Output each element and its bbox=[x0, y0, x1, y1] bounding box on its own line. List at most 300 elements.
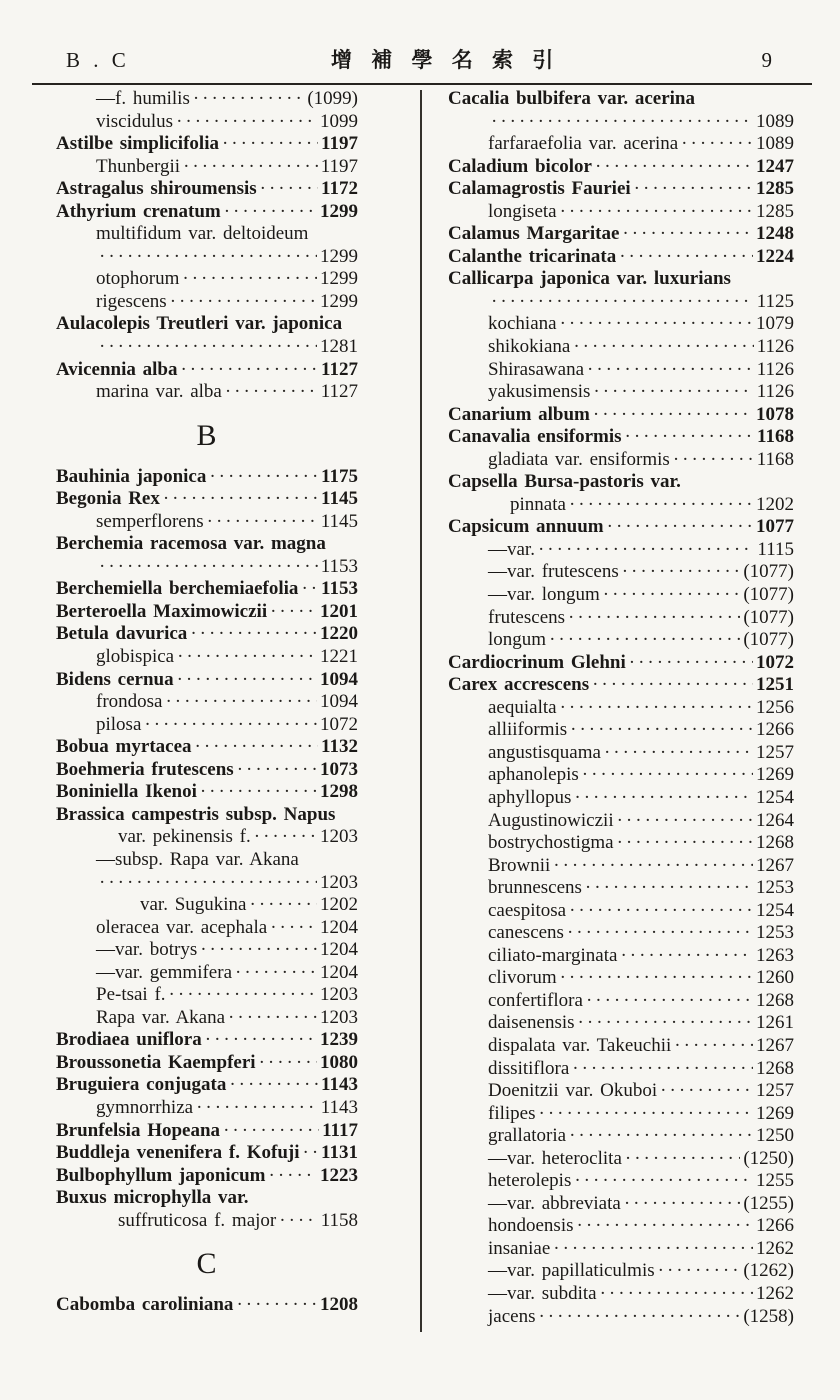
entry-name: —var. longum bbox=[488, 584, 600, 606]
dot-leader bbox=[220, 1120, 319, 1143]
index-entry-row bbox=[448, 471, 794, 494]
entry-name: Pe-tsai f. bbox=[96, 984, 166, 1006]
entry-name: pinnata bbox=[510, 493, 566, 515]
dot-leader bbox=[234, 759, 317, 782]
entry-page-number: 1078 bbox=[756, 403, 794, 425]
entry-page-number: 1285 bbox=[756, 200, 794, 222]
dot-leader bbox=[589, 674, 753, 697]
entry-name: viscidulus bbox=[96, 110, 174, 132]
entry-page-number: 1254 bbox=[756, 899, 794, 921]
entry-name: Aulacolepis Treutleri var. japonica bbox=[56, 313, 343, 335]
entry-name: Brunfelsia Hopeana bbox=[56, 1119, 221, 1141]
page-number: 9 bbox=[761, 48, 772, 72]
dot-leader bbox=[177, 359, 318, 382]
index-entry-row bbox=[56, 1120, 358, 1143]
entry-page-number: (1077) bbox=[743, 584, 794, 606]
entry-page-number: (1077) bbox=[743, 629, 794, 651]
index-entry-row bbox=[448, 223, 794, 246]
entry-name: var. Sugukina bbox=[140, 894, 247, 916]
entry-page-number: 1254 bbox=[756, 786, 794, 808]
entry-page-number: 1145 bbox=[320, 510, 358, 532]
dot-leader bbox=[566, 1125, 753, 1148]
index-entry-row bbox=[448, 629, 794, 652]
entry-name: filipes bbox=[488, 1102, 536, 1124]
index-entry-row bbox=[448, 877, 794, 900]
dot-leader bbox=[619, 223, 753, 246]
entry-page-number: 1251 bbox=[756, 674, 794, 696]
index-entry-row bbox=[56, 1074, 358, 1097]
entry-name: Berchemia racemosa var. magna bbox=[56, 533, 326, 555]
index-entry-row bbox=[56, 313, 358, 336]
dot-leader bbox=[604, 516, 753, 539]
entry-page-number: 1261 bbox=[756, 1012, 794, 1034]
index-entry-row bbox=[448, 1103, 794, 1126]
index-entry-row bbox=[448, 832, 794, 855]
entry-name: aphanolepis bbox=[488, 764, 579, 786]
entry-name: var. pekinensis f. bbox=[118, 826, 251, 848]
entry-name: globispica bbox=[96, 646, 175, 668]
dot-leader bbox=[583, 990, 753, 1013]
entry-page-number: 1247 bbox=[756, 155, 794, 177]
index-entry-row bbox=[56, 578, 358, 601]
index-entry-row bbox=[56, 111, 358, 134]
dot-leader bbox=[251, 826, 317, 849]
dot-leader bbox=[193, 1097, 318, 1120]
dot-leader bbox=[557, 967, 753, 990]
dot-leader bbox=[592, 156, 753, 179]
entry-page-number: 1143 bbox=[321, 1074, 358, 1096]
entry-name: Carex accrescens bbox=[448, 674, 590, 696]
dot-leader bbox=[569, 1058, 753, 1081]
entry-name: Astilbe simplicifolia bbox=[56, 133, 219, 155]
index-entry-row bbox=[56, 268, 358, 291]
dot-leader bbox=[614, 832, 753, 855]
dot-leader bbox=[219, 133, 318, 156]
index-entry-row bbox=[448, 1193, 794, 1216]
entry-name: suffruticosa f. major bbox=[118, 1209, 277, 1231]
dot-leader bbox=[190, 88, 305, 111]
entry-name: gladiata var. ensiformis bbox=[488, 448, 670, 470]
entry-name: Calamus Margaritae bbox=[448, 223, 620, 245]
dot-leader bbox=[197, 781, 317, 804]
dot-leader bbox=[600, 584, 741, 607]
index-entry-row bbox=[448, 787, 794, 810]
index-entry-row bbox=[448, 381, 794, 404]
entry-page-number: 1266 bbox=[756, 1215, 794, 1237]
dot-leader bbox=[670, 449, 754, 472]
entry-page-number: 1115 bbox=[757, 538, 794, 560]
dot-leader bbox=[536, 1103, 754, 1126]
dot-leader bbox=[257, 178, 318, 201]
entry-name: multifidum var. deltoideum bbox=[96, 223, 309, 245]
entry-page-number: 1267 bbox=[756, 854, 794, 876]
index-entry-row bbox=[448, 561, 794, 584]
entry-page-number: 1145 bbox=[321, 488, 358, 510]
index-column-right bbox=[422, 88, 840, 1328]
index-entry-row bbox=[56, 962, 358, 985]
entry-name: Brodiaea uniflora bbox=[56, 1029, 202, 1051]
dot-leader bbox=[567, 719, 753, 742]
index-entry-row bbox=[56, 669, 358, 692]
entry-page-number: 1268 bbox=[756, 1057, 794, 1079]
dot-leader bbox=[232, 962, 317, 985]
index-entry-row bbox=[56, 1097, 358, 1120]
index-entry-row bbox=[56, 1007, 358, 1030]
dot-leader bbox=[160, 488, 318, 511]
entry-page-number: 1298 bbox=[320, 781, 358, 803]
entry-page-number: 1126 bbox=[756, 381, 794, 403]
dot-leader bbox=[298, 578, 318, 601]
running-head-section-letters: B . C bbox=[66, 48, 130, 72]
index-entry-row bbox=[56, 178, 358, 201]
section-letter-heading: C bbox=[196, 1247, 218, 1281]
dot-leader bbox=[174, 669, 317, 692]
entry-page-number: 1126 bbox=[756, 336, 794, 358]
dot-leader bbox=[575, 1012, 753, 1035]
entry-name: Broussonetia Kaempferi bbox=[56, 1051, 256, 1073]
entry-page-number: 1126 bbox=[756, 358, 794, 380]
index-entry-row bbox=[448, 516, 794, 539]
dot-leader bbox=[579, 764, 753, 787]
index-entry-row bbox=[56, 1165, 358, 1188]
index-entry-row bbox=[448, 652, 794, 675]
index-entry-row bbox=[448, 246, 794, 269]
index-entry-row bbox=[448, 1035, 794, 1058]
entry-page-number: 1255 bbox=[756, 1170, 794, 1192]
entry-name: Bidens cernua bbox=[56, 668, 174, 690]
entry-page-number: (1258) bbox=[743, 1305, 794, 1327]
entry-name: —var. abbreviata bbox=[488, 1192, 621, 1214]
entry-name: —var. heteroclita bbox=[488, 1147, 622, 1169]
entry-page-number: 1203 bbox=[320, 871, 358, 893]
entry-name: longum bbox=[488, 629, 547, 651]
entry-page-number: 1072 bbox=[320, 713, 358, 735]
entry-name: aphyllopus bbox=[488, 786, 572, 808]
index-entry-row bbox=[56, 939, 358, 962]
entry-name: Athyrium crenatum bbox=[56, 200, 221, 222]
index-entry-row bbox=[448, 674, 794, 697]
dot-leader bbox=[622, 426, 755, 449]
dot-leader bbox=[622, 1148, 740, 1171]
dot-leader bbox=[488, 111, 753, 134]
entry-page-number: 1204 bbox=[320, 961, 358, 983]
entry-name: Cacalia bulbifera var. acerina bbox=[448, 88, 695, 109]
entry-name: —subsp. Rapa var. Akana bbox=[96, 848, 299, 870]
index-entry-row bbox=[448, 1012, 794, 1035]
index-entry-row bbox=[448, 359, 794, 382]
entry-name: Cabomba caroliniana bbox=[56, 1294, 234, 1316]
entry-name: dissitiflora bbox=[488, 1057, 570, 1079]
entry-page-number: 1072 bbox=[756, 651, 794, 673]
entry-name: canescens bbox=[488, 922, 564, 944]
entry-name: pilosa bbox=[96, 713, 142, 735]
index-entry-row bbox=[56, 1210, 358, 1233]
entry-name: Augustinowiczii bbox=[488, 809, 614, 831]
index-entry-row bbox=[56, 691, 358, 714]
entry-page-number: 1239 bbox=[320, 1029, 358, 1051]
entry-name: grallatoria bbox=[488, 1125, 567, 1147]
index-entry-row bbox=[56, 646, 358, 669]
page-header bbox=[32, 0, 812, 85]
entry-page-number: 1089 bbox=[756, 110, 794, 132]
dot-leader bbox=[582, 877, 753, 900]
entry-name: oleracea var. acephala bbox=[96, 916, 268, 938]
entry-name: farfaraefolia var. acerina bbox=[488, 133, 679, 155]
dot-leader bbox=[197, 939, 317, 962]
dot-leader bbox=[546, 629, 740, 652]
index-entry-row bbox=[56, 291, 358, 314]
entry-name: hondoensis bbox=[488, 1215, 574, 1237]
dot-leader bbox=[590, 404, 753, 427]
index-entry-row bbox=[56, 223, 358, 246]
entry-name: daisenensis bbox=[488, 1012, 575, 1034]
entry-page-number: 1250 bbox=[756, 1125, 794, 1147]
entry-name: jacens bbox=[488, 1305, 536, 1327]
entry-page-number: (1250) bbox=[743, 1147, 794, 1169]
entry-name: Shirasawana bbox=[488, 358, 585, 380]
entry-name: Bauhinia japonica bbox=[56, 465, 207, 487]
dot-leader bbox=[266, 1165, 318, 1188]
entry-page-number: 1158 bbox=[320, 1209, 358, 1231]
dot-leader bbox=[626, 652, 753, 675]
entry-page-number: 1127 bbox=[321, 358, 358, 380]
entry-name: Boniniella Ikenoi bbox=[56, 781, 197, 803]
entry-page-number: 1299 bbox=[320, 245, 358, 267]
dot-leader bbox=[616, 246, 753, 269]
index-entry-row bbox=[448, 1080, 794, 1103]
index-entry-row bbox=[56, 872, 358, 895]
entry-page-number: (1255) bbox=[743, 1192, 794, 1214]
index-entry-row bbox=[56, 826, 358, 849]
dot-leader bbox=[617, 945, 753, 968]
index-entry-row bbox=[448, 1283, 794, 1306]
dot-leader bbox=[590, 381, 753, 404]
index-entry-row bbox=[448, 133, 794, 156]
dot-leader bbox=[550, 1238, 753, 1261]
entry-page-number: (1077) bbox=[743, 606, 794, 628]
entry-name: Astragalus shiroumensis bbox=[56, 178, 257, 200]
entry-name: heterolepis bbox=[488, 1170, 572, 1192]
dot-leader bbox=[96, 556, 318, 579]
entry-page-number: 1260 bbox=[756, 967, 794, 989]
dot-leader bbox=[621, 1193, 741, 1216]
entry-name: —f. humilis bbox=[96, 88, 190, 109]
dot-leader bbox=[655, 1260, 741, 1283]
entry-name: angustisquama bbox=[488, 741, 601, 763]
entry-page-number: 1285 bbox=[756, 178, 794, 200]
index-entry-row bbox=[448, 1306, 794, 1329]
index-entry-row bbox=[448, 607, 794, 630]
entry-page-number: 1204 bbox=[320, 916, 358, 938]
entry-page-number: (1099) bbox=[307, 88, 358, 109]
index-entry-row bbox=[448, 201, 794, 224]
dot-leader bbox=[570, 336, 753, 359]
dot-leader bbox=[247, 894, 318, 917]
dot-leader bbox=[206, 466, 318, 489]
index-entry-row bbox=[56, 359, 358, 382]
index-entry-row bbox=[448, 268, 794, 291]
dot-leader bbox=[96, 336, 317, 359]
entry-name: Berchemiella berchemiaefolia bbox=[56, 578, 299, 600]
index-entry-row bbox=[448, 88, 794, 111]
entry-page-number: 1299 bbox=[320, 290, 358, 312]
dot-leader bbox=[96, 872, 317, 895]
index-entry-row bbox=[56, 736, 358, 759]
index-column-left bbox=[0, 88, 422, 1328]
entry-page-number: 1203 bbox=[320, 826, 358, 848]
entry-name: semperflorens bbox=[96, 510, 204, 532]
entry-name: longiseta bbox=[488, 200, 557, 222]
index-entry-row bbox=[448, 178, 794, 201]
entry-page-number: 1117 bbox=[322, 1119, 358, 1141]
entry-page-number: 1221 bbox=[320, 646, 358, 668]
entry-name: clivorum bbox=[488, 967, 557, 989]
entry-page-number: 1262 bbox=[756, 1237, 794, 1259]
index-entry-row bbox=[56, 984, 358, 1007]
dot-leader bbox=[619, 561, 741, 584]
dot-leader bbox=[574, 1215, 754, 1238]
entry-page-number: 1201 bbox=[320, 600, 358, 622]
index-entry-row bbox=[448, 1125, 794, 1148]
entry-page-number: 1094 bbox=[320, 668, 358, 690]
index-entry-row bbox=[448, 900, 794, 923]
index-entry-row bbox=[56, 759, 358, 782]
entry-name: Thunbergii bbox=[96, 155, 181, 177]
entry-page-number: 1253 bbox=[756, 922, 794, 944]
dot-leader bbox=[187, 623, 317, 646]
entry-page-number: (1077) bbox=[743, 561, 794, 583]
dot-leader bbox=[614, 810, 753, 833]
index-entry-row bbox=[448, 336, 794, 359]
entry-page-number: 1224 bbox=[756, 245, 794, 267]
entry-name: otophorum bbox=[96, 268, 180, 290]
entry-name: Cardiocrinum Glehni bbox=[448, 651, 626, 673]
entry-page-number: 1197 bbox=[321, 133, 358, 155]
index-entry-row bbox=[56, 1294, 358, 1317]
index-entry-row bbox=[56, 511, 358, 534]
index-entry-row bbox=[448, 697, 794, 720]
index-entry-row bbox=[56, 246, 358, 269]
dot-leader bbox=[96, 246, 317, 269]
index-entry-row bbox=[56, 714, 358, 737]
dot-leader bbox=[226, 1074, 318, 1097]
entry-name: Callicarpa japonica var. luxurians bbox=[448, 268, 731, 290]
dot-leader bbox=[601, 742, 753, 765]
entry-name: Capsella Bursa-pastoris var. bbox=[448, 471, 681, 493]
dot-leader bbox=[557, 697, 753, 720]
index-entry-row bbox=[56, 1029, 358, 1052]
index-entry-row bbox=[56, 623, 358, 646]
dot-leader bbox=[204, 511, 318, 534]
index-entry-row bbox=[56, 1052, 358, 1075]
entry-name: Canarium album bbox=[448, 403, 590, 425]
index-entry-row bbox=[56, 1142, 358, 1165]
entry-page-number: 1269 bbox=[756, 764, 794, 786]
index-entry-row bbox=[56, 601, 358, 624]
entry-name: alliiformis bbox=[488, 719, 568, 741]
entry-name: —var. subdita bbox=[488, 1282, 597, 1304]
dot-leader bbox=[671, 1035, 753, 1058]
dot-leader bbox=[631, 178, 753, 201]
dot-leader bbox=[225, 1007, 317, 1030]
dot-leader bbox=[174, 646, 317, 669]
entry-page-number: 1094 bbox=[320, 691, 358, 713]
entry-page-number: 1208 bbox=[320, 1294, 358, 1316]
dot-leader bbox=[221, 201, 317, 224]
entry-name: Bobua myrtacea bbox=[56, 736, 192, 758]
index-entry-row bbox=[56, 201, 358, 224]
dot-leader bbox=[162, 691, 317, 714]
dot-leader bbox=[550, 855, 753, 878]
entry-name: Buxus microphylla var. bbox=[56, 1187, 249, 1209]
entry-page-number: 1168 bbox=[757, 426, 794, 448]
dot-leader bbox=[535, 1306, 740, 1329]
index-entry-row bbox=[448, 449, 794, 472]
entry-page-number: 1264 bbox=[756, 809, 794, 831]
entry-page-number: 1153 bbox=[321, 578, 358, 600]
dot-leader bbox=[179, 268, 317, 291]
entry-name: Bruguiera conjugata bbox=[56, 1074, 227, 1096]
index-entry-row bbox=[56, 133, 358, 156]
entry-name: gymnorrhiza bbox=[96, 1096, 194, 1118]
entry-name: Bulbophyllum japonicum bbox=[56, 1164, 266, 1186]
index-entry-row bbox=[56, 466, 358, 489]
entry-page-number: 1203 bbox=[320, 984, 358, 1006]
index-entry-row bbox=[448, 404, 794, 427]
page-title: 增 補 學 名 索 引 bbox=[331, 48, 561, 72]
entry-page-number: 1172 bbox=[321, 178, 358, 200]
index-entry-row bbox=[448, 945, 794, 968]
index-entry-row bbox=[448, 1148, 794, 1171]
index-entry-row bbox=[56, 336, 358, 359]
entry-name: Berteroella Maximowiczii bbox=[56, 600, 268, 622]
dot-leader bbox=[233, 1294, 317, 1317]
entry-name: —var. frutescens bbox=[488, 561, 619, 583]
entry-name: aequialta bbox=[488, 696, 557, 718]
entry-page-number: 1125 bbox=[756, 290, 794, 312]
entry-page-number: 1127 bbox=[320, 381, 358, 403]
entry-page-number: 1079 bbox=[756, 313, 794, 335]
index-entry-row bbox=[448, 313, 794, 336]
entry-page-number: 1203 bbox=[320, 1006, 358, 1028]
entry-page-number: 1256 bbox=[756, 696, 794, 718]
entry-name: Betula davurica bbox=[56, 623, 188, 645]
entry-name: Avicennia alba bbox=[56, 358, 178, 380]
entry-page-number: 1080 bbox=[320, 1051, 358, 1073]
entry-page-number: 1223 bbox=[320, 1164, 358, 1186]
index-entry-row bbox=[448, 810, 794, 833]
entry-name: frutescens bbox=[488, 606, 566, 628]
index-entry-row bbox=[56, 156, 358, 179]
index-entry-row bbox=[448, 156, 794, 179]
section-letter-heading: B bbox=[196, 418, 218, 452]
dot-leader bbox=[597, 1283, 753, 1306]
dot-leader bbox=[202, 1029, 317, 1052]
index-entry-row bbox=[56, 894, 358, 917]
dot-leader bbox=[657, 1080, 753, 1103]
entry-page-number: 1143 bbox=[320, 1096, 358, 1118]
dot-leader bbox=[678, 133, 753, 156]
entry-page-number: 1175 bbox=[321, 465, 358, 487]
entry-name: insaniae bbox=[488, 1237, 551, 1259]
entry-name: yakusimensis bbox=[488, 381, 591, 403]
entry-name: dispalata var. Takeuchii bbox=[488, 1034, 672, 1056]
index-entry-row bbox=[56, 849, 358, 872]
index-entry-row bbox=[448, 855, 794, 878]
dot-leader bbox=[571, 1170, 753, 1193]
index-entry-row bbox=[56, 88, 358, 111]
entry-page-number: 1268 bbox=[756, 832, 794, 854]
